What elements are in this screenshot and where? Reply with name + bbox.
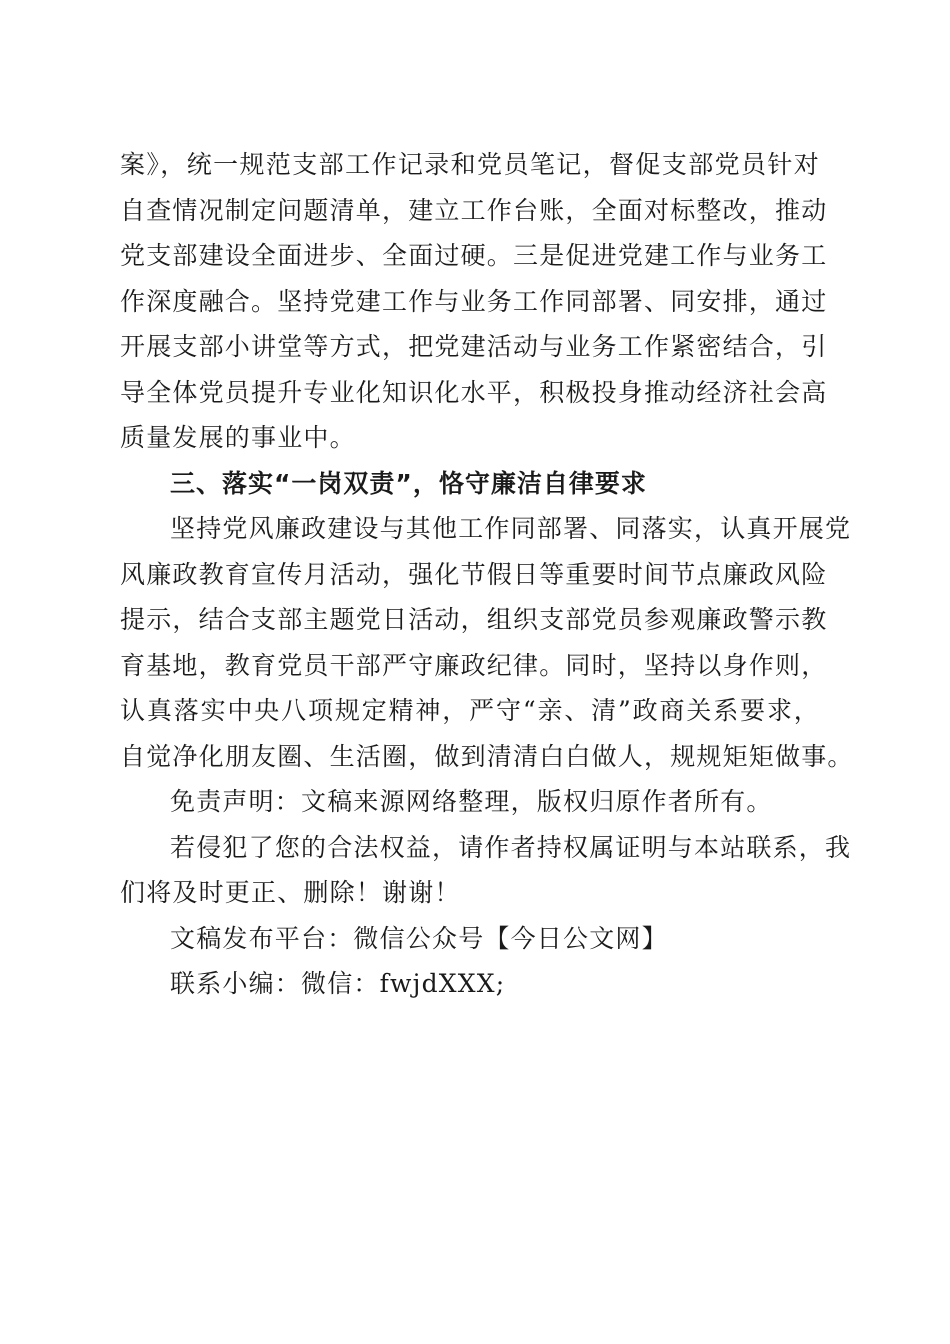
text-line: 认真落实中央八项规定精神，严守“亲、清”政商关系要求， (120, 696, 820, 725)
text-line: 党支部建设全面进步、全面过硬。三是促进党建工作与业务工 (120, 241, 828, 270)
text-line: 质量发展的事业中。 (120, 423, 356, 452)
paragraph-infringement-notice (120, 825, 852, 916)
text-line: 作深度融合。坚持党建工作与业务工作同部署、同安排，通过 (120, 286, 828, 316)
text-line: 导全体党员提升专业化知识化水平，积极投身推动经济社会高 (120, 377, 828, 407)
document-body (120, 142, 854, 1007)
text-line: 联系小编：微信：fwjdXXX; (170, 969, 506, 998)
text-line: 提示，结合支部主题党日活动，组织支部党员参观廉政警示教 (120, 605, 828, 634)
paragraph-platform (120, 916, 820, 962)
text-line: 文稿发布平台：微信公众号【今日公文网】 (170, 923, 668, 953)
text-line: 自查情况制定问题清单，建立工作台账，全面对标整改，推动 (120, 195, 828, 225)
text-line: 开展支部小讲堂等方式，把党建活动与业务工作紧密结合，引 (120, 332, 828, 361)
text-line: 风廉政教育宣传月活动，强化节假日等重要时间节点廉政风险 (120, 559, 828, 589)
paragraph-disclaimer (120, 779, 820, 825)
text-line: 案》，统一规范支部工作记录和党员笔记，督促支部党员针对 (120, 150, 820, 179)
text-line: 若侵犯了您的合法权益，请作者持权属证明与本站联系，我 (170, 832, 852, 862)
paragraph-contact (120, 961, 820, 1007)
text-line: 自觉净化朋友圈、生活圈，做到清清白白做人，规规矩矩做事。 (120, 741, 854, 771)
text-line: 们将及时更正、删除！谢谢！ (120, 878, 461, 907)
paragraph-continuation (120, 142, 828, 461)
text-line: 育基地，教育党员干部严守廉政纪律。同时，坚持以身作则， (120, 650, 828, 680)
paragraph-section-body (120, 506, 854, 779)
text-line: 坚持党风廉政建设与其他工作同部署、同落实，认真开展党 (170, 514, 852, 543)
text-line: 免责声明：文稿来源网络整理，版权归原作者所有。 (170, 787, 773, 816)
section-heading: 三、落实“一岗双责”，恪守廉洁自律要求 (170, 468, 647, 498)
